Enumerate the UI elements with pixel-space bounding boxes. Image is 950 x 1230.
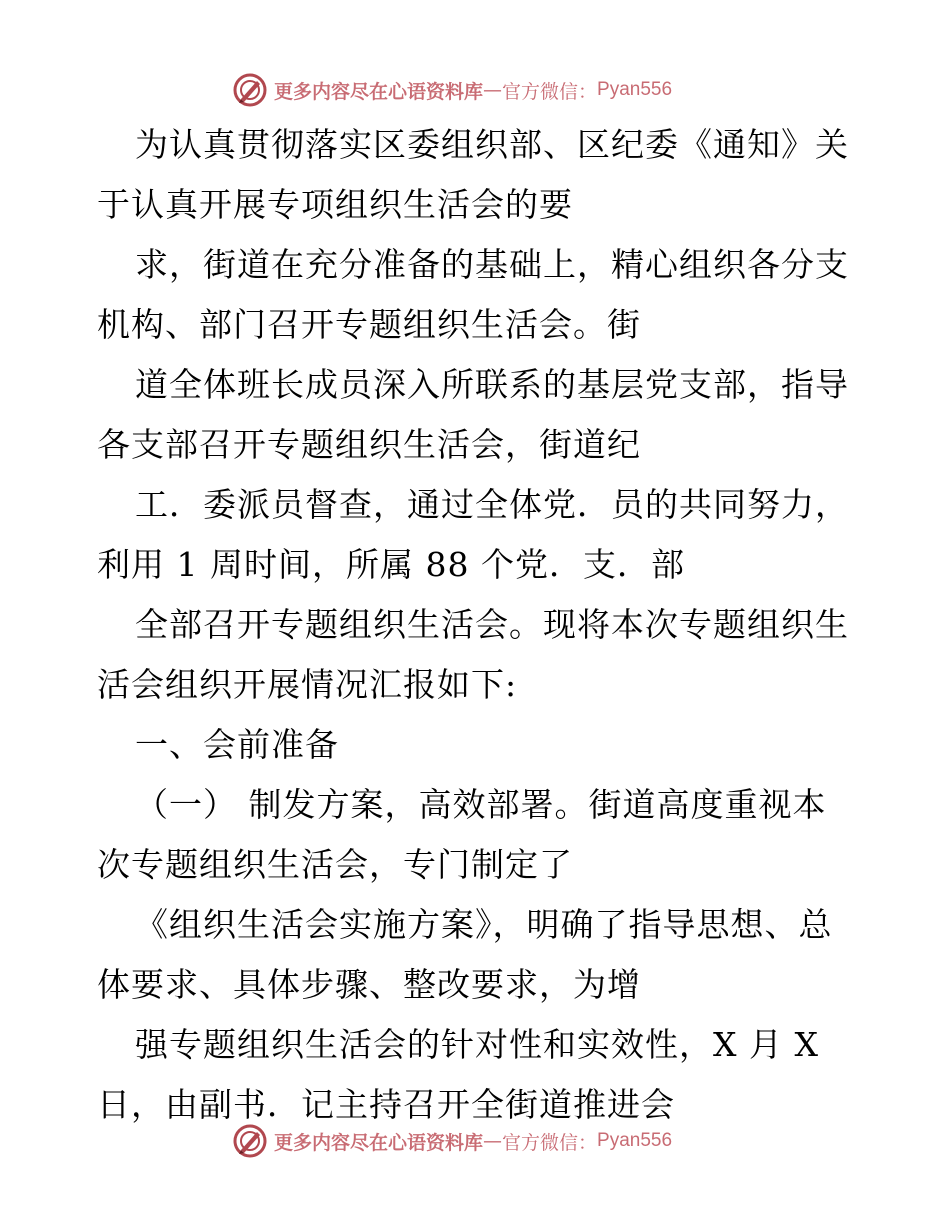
body-line: 全部召开专题组织生活会。现将本次专题组织生: [135, 605, 849, 644]
body-line: （一） 制发方案，高效部署。街道高度重视本: [135, 785, 827, 824]
body-line: 次专题组织生活会，专门制定了: [97, 845, 573, 884]
body-line: 体要求、具体步骤、整改要求，为增: [97, 965, 641, 1004]
banner-promo-text: 更多内容尽在心语资料库: [274, 1131, 484, 1154]
section-heading: 一、会前准备: [135, 725, 339, 764]
banner-wechat-id: Pyan556: [597, 1130, 673, 1151]
body-line: 活会组织开展情况汇报如下:: [97, 665, 518, 704]
body-line: 利用 1 周时间，所属 88 个党．支．部: [97, 545, 685, 584]
body-line: 工．委派员督查，通过全体党．员的共同努力，: [135, 485, 849, 524]
pen-logo-icon: [232, 1123, 268, 1159]
body-line: 为认真贯彻落实区委组织部、区纪委《通知》关: [135, 125, 849, 164]
banner-dash: —: [483, 1130, 503, 1152]
body-line: 机构、部门召开专题组织生活会。街: [97, 305, 641, 344]
body-line: 各支部召开专题组织生活会，街道纪: [97, 425, 641, 464]
banner-wechat-label: 官方微信：: [502, 80, 598, 103]
body-line: 于认真开展专项组织生活会的要: [97, 185, 573, 224]
banner-wechat-id: Pyan556: [597, 79, 673, 100]
body-line: 日，由副书．记主持召开全街道推进会: [97, 1085, 675, 1124]
pen-logo-icon: [232, 72, 268, 108]
body-line: 《组织生活会实施方案》，明确了指导思想、总: [135, 905, 833, 944]
body-line: 强专题组织生活会的针对性和实效性，X 月 X: [135, 1025, 819, 1064]
banner-promo-text: 更多内容尽在心语资料库: [274, 80, 484, 103]
body-line: 道全体班长成员深入所联系的基层党支部，指导: [135, 365, 849, 404]
header-banner: [232, 70, 672, 110]
banner-dash: —: [483, 79, 503, 101]
body-line: 求，街道在充分准备的基础上，精心组织各分支: [135, 245, 849, 284]
footer-banner: [232, 1121, 672, 1161]
banner-wechat-label: 官方微信：: [502, 1131, 598, 1154]
